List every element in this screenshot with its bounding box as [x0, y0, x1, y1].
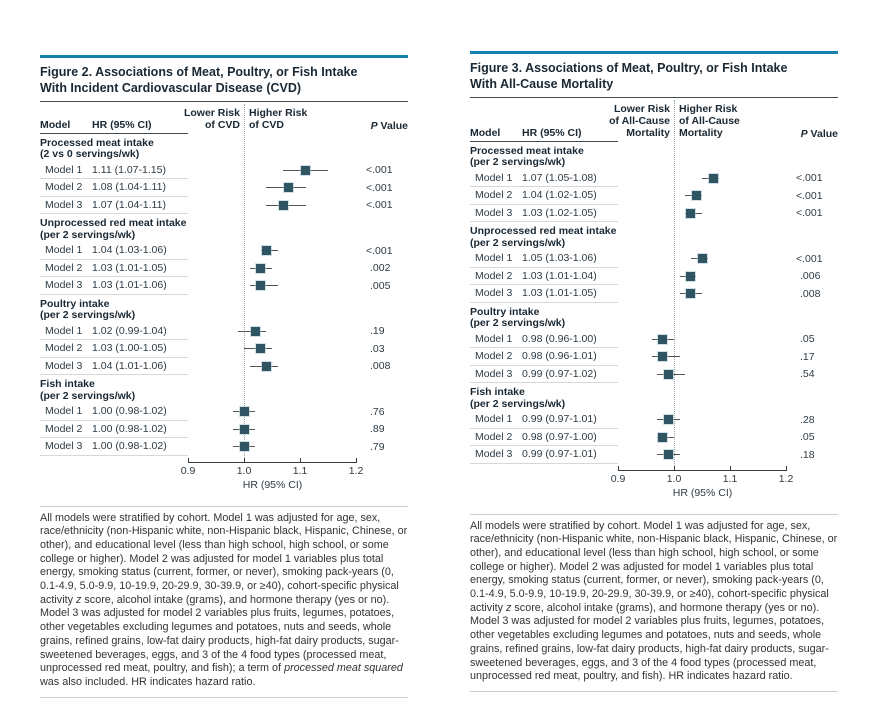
hr-marker [240, 425, 249, 434]
row-text-cell [40, 242, 188, 260]
ci-plot-cell [188, 179, 366, 197]
hr-column-header: HR (95% CI) [522, 126, 582, 139]
x-axis [470, 466, 838, 504]
ci-plot-cell [188, 421, 366, 439]
x-axis-tick [244, 458, 245, 462]
model-label: Model 2 [475, 350, 513, 363]
lower-risk-label [609, 104, 670, 140]
row-text-cell [470, 250, 618, 268]
hr-ci-value: 0.98 (0.96-1.01) [522, 350, 597, 363]
model-label: Model 2 [45, 181, 83, 194]
hr-marker [658, 335, 667, 344]
p-value: .76 [370, 405, 385, 418]
figure-3-panel [470, 51, 838, 692]
forest-row [470, 187, 838, 205]
row-text-cell [470, 446, 618, 464]
x-axis-tick-label: 0.9 [610, 472, 626, 485]
group-label-line: Poultry intake [470, 305, 540, 318]
figure-3-title [470, 60, 838, 93]
forest-row [40, 179, 408, 197]
higher-risk-label [249, 108, 307, 132]
hr-marker [686, 289, 695, 298]
figure-3-footnote [470, 520, 838, 684]
p-value: .79 [370, 440, 385, 453]
hr-ci-value: 0.99 (0.97-1.01) [522, 448, 597, 461]
model-label: Model 1 [45, 244, 83, 257]
p-value-column-header [366, 120, 408, 134]
hr-marker [256, 281, 265, 290]
hr-ci-value: 1.00 (0.98-1.02) [92, 422, 167, 435]
risk-label-line: Mortality [626, 126, 670, 139]
p-value: .89 [370, 423, 385, 436]
x-axis-line [618, 470, 787, 471]
footnote-text: All models were stratified by cohort. Model 1 was adjusted for age, sex, race/ethnicity (non-Hispanic white, non-Hispanic black, Hispanic, Chinese, or other), and educational level (less than high school, high school, or some college or higher). Model 2 was adjusted for model 1 variables plus total energy, smoking status (current, former, or never), smoking pack-years (0, 0.1-4.9, 5.0-9.9, 10-19.9, 20-29.9, 30-39.9, or ≥40), cohort-specific physical activity [470, 519, 838, 614]
row-text-cell [470, 429, 618, 447]
forest-row [470, 268, 838, 286]
group-sublabel-line: (per 2 servings/wk) [40, 389, 136, 402]
hr-column-header: HR (95% CI) [92, 118, 152, 131]
forest-row [40, 421, 408, 439]
p-value: <.001 [796, 207, 823, 220]
row-text-cell [470, 348, 618, 366]
p-value: .002 [370, 262, 391, 275]
forest-row [40, 358, 408, 376]
risk-label-line: Mortality [679, 126, 723, 139]
row-text-cell [470, 285, 618, 303]
hr-ci-value: 1.00 (0.98-1.02) [92, 405, 167, 418]
model-label: Model 2 [45, 422, 83, 435]
hr-ci-value: 1.03 (1.01-1.05) [92, 261, 167, 274]
row-text-cell [470, 268, 618, 286]
x-axis-tick [730, 466, 731, 470]
forest-row [40, 438, 408, 456]
row-text-cell [40, 277, 188, 295]
hr-marker [262, 362, 271, 371]
risk-label-line: of All-Cause [679, 114, 740, 127]
x-axis-tick-label: 1.0 [236, 464, 252, 477]
hr-ci-value: 1.07 (1.05-1.08) [522, 171, 597, 184]
forest-row [40, 260, 408, 278]
model-label: Model 1 [475, 171, 513, 184]
forest-plot-mortality [470, 100, 838, 504]
model-label: Model 2 [45, 342, 83, 355]
hr-marker [709, 174, 718, 183]
ci-plot-cell [618, 331, 796, 349]
figure-2-title [40, 64, 408, 97]
risk-label-line: of All-Cause [609, 114, 670, 127]
p-italic: P [800, 127, 808, 140]
figure-title-line: With Incident Cardiovascular Disease (CVD) [40, 81, 302, 96]
table-header-left [40, 119, 188, 134]
row-text-cell [40, 162, 188, 180]
p-value: .008 [800, 287, 821, 300]
hr-marker [664, 450, 673, 459]
x-axis-tick-label: 1.2 [778, 472, 794, 485]
ci-plot-cell [188, 277, 366, 295]
p-rest: Value [807, 127, 838, 140]
x-axis-tick-label: 1.2 [348, 464, 364, 477]
p-value: .006 [800, 270, 821, 283]
x-axis-label: HR (95% CI) [672, 486, 733, 499]
ci-plot-cell [188, 358, 366, 376]
p-value: .17 [800, 350, 815, 363]
ci-plot-cell [618, 170, 796, 188]
group-label [40, 214, 408, 242]
group-sublabel-line: (per 2 servings/wk) [470, 317, 566, 329]
footnote-text: All models were stratified by cohort. Model 1 was adjusted for age, sex, race/ethnicity (non-Hispanic white, non-Hispanic black, Hispanic, Chinese, or other), and educational level (less than high school, high school, or some college or higher). Model 2 was adjusted for model 1 variables plus total energy, smoking status (current, former, or never), smoking pack-years (0, 0.1-4.9, 5.0-9.9, 10-19.9, 20-29.9, 30-39.9, or ≥40), cohort-specific physical activity [40, 511, 408, 606]
p-value: .18 [800, 448, 815, 461]
risk-label-line: of CVD [249, 118, 284, 131]
forest-row [470, 429, 838, 447]
row-text-cell [470, 187, 618, 205]
model-label: Model 3 [45, 279, 83, 292]
hr-ci-value: 1.03 (1.02-1.05) [522, 206, 597, 219]
p-value: <.001 [796, 189, 823, 202]
ci-plot-cell [618, 285, 796, 303]
model-label: Model 3 [45, 359, 83, 372]
row-text-cell [40, 358, 188, 376]
x-axis-tick [674, 466, 675, 470]
row-text-cell [40, 260, 188, 278]
p-value: .54 [800, 368, 815, 381]
forest-row [470, 446, 838, 464]
hr-marker [284, 183, 293, 192]
hr-marker [279, 201, 288, 210]
p-value: .28 [800, 413, 815, 426]
group-sublabel-line: (per 2 servings/wk) [470, 156, 566, 168]
hr-marker [256, 264, 265, 273]
group-label [40, 375, 408, 403]
x-axis-tick-label: 1.1 [292, 464, 308, 477]
p-value: <.001 [796, 172, 823, 185]
p-value: .008 [370, 360, 391, 373]
model-label: Model 3 [475, 206, 513, 219]
group-sublabel-line: (2 vs 0 servings/wk) [40, 148, 140, 160]
forest-row [40, 277, 408, 295]
hr-ci-value: 1.03 (1.01-1.05) [522, 287, 597, 300]
row-text-cell [40, 403, 188, 421]
ci-plot-cell [188, 403, 366, 421]
forest-row [470, 285, 838, 303]
p-value: .19 [370, 325, 385, 338]
group-label-line: Processed meat intake [470, 144, 584, 157]
title-rule [40, 101, 408, 102]
ci-plot-cell [188, 340, 366, 358]
row-text-cell [40, 179, 188, 197]
x-axis-label: HR (95% CI) [242, 478, 303, 491]
row-text-cell [470, 331, 618, 349]
forest-row [470, 411, 838, 429]
p-value: <.001 [366, 199, 393, 212]
model-label: Model 1 [45, 405, 83, 418]
model-label: Model 1 [475, 252, 513, 265]
row-text-cell [40, 438, 188, 456]
hr-ci-value: 0.98 (0.96-1.00) [522, 332, 597, 345]
group-label-line: Poultry intake [40, 297, 110, 310]
row-text-cell [470, 205, 618, 223]
p-value: <.001 [366, 181, 393, 194]
hr-marker [664, 370, 673, 379]
ci-plot-cell [618, 205, 796, 223]
forest-plot-cvd [40, 104, 408, 496]
hr-ci-value: 1.00 (0.98-1.02) [92, 440, 167, 453]
row-text-cell [40, 323, 188, 341]
forest-rows [470, 142, 838, 464]
hr-marker [251, 327, 260, 336]
x-axis-line [188, 462, 357, 463]
hr-marker [698, 254, 707, 263]
x-axis-tick [618, 466, 619, 470]
group-sublabel-line: (per 2 servings/wk) [470, 397, 566, 410]
table-header-left [470, 127, 618, 142]
model-label: Model 3 [475, 448, 513, 461]
group-label-line: Processed meat intake [40, 136, 154, 149]
ci-plot-cell [618, 366, 796, 384]
group-label-line: Fish intake [470, 386, 525, 398]
model-label: Model 2 [475, 430, 513, 443]
p-value: <.001 [796, 252, 823, 265]
footnote-bottom-rule [40, 697, 408, 698]
forest-row [470, 170, 838, 188]
ci-plot-cell [188, 260, 366, 278]
forest-row [470, 348, 838, 366]
hr-ci-value: 0.99 (0.97-1.01) [522, 413, 597, 426]
row-text-cell [470, 366, 618, 384]
p-value: .05 [800, 333, 815, 346]
hr-marker [256, 344, 265, 353]
column-header-row [470, 100, 838, 142]
footnote-italic-text: z [506, 601, 512, 614]
hr-ci-value: 1.03 (1.01-1.06) [92, 279, 167, 292]
group-label [470, 222, 838, 250]
x-axis [40, 458, 408, 496]
model-label: Model 2 [475, 189, 513, 202]
figure-2-footnote [40, 512, 408, 690]
p-value: .03 [370, 342, 385, 355]
forest-row [470, 205, 838, 223]
p-rest: Value [377, 119, 408, 132]
group-label [470, 383, 838, 411]
model-label: Model 1 [475, 413, 513, 426]
footnote-italic-text: z [76, 593, 82, 606]
hr-marker [658, 352, 667, 361]
row-text-cell [470, 170, 618, 188]
ci-plot-cell [188, 323, 366, 341]
p-value: .05 [800, 431, 815, 444]
group-label-line: Fish intake [40, 378, 95, 390]
model-label: Model 2 [475, 269, 513, 282]
hr-marker [240, 407, 249, 416]
ci-plot-cell [618, 187, 796, 205]
row-text-cell [40, 421, 188, 439]
hr-ci-value: 0.98 (0.97-1.00) [522, 430, 597, 443]
title-rule [470, 97, 838, 98]
forest-row [40, 242, 408, 260]
hr-ci-value: 1.05 (1.03-1.06) [522, 252, 597, 265]
forest-row [40, 162, 408, 180]
model-label: Model 3 [475, 287, 513, 300]
footnote-italic-text: processed meat squared [284, 662, 403, 675]
hr-ci-value: 0.99 (0.97-1.02) [522, 367, 597, 380]
footnote-top-rule [40, 506, 408, 507]
p-value: <.001 [366, 244, 393, 257]
ci-plot-cell [618, 250, 796, 268]
ci-plot-cell [188, 242, 366, 260]
ci-plot-cell [618, 446, 796, 464]
row-text-cell [40, 197, 188, 215]
hr-ci-value: 1.03 (1.01-1.04) [522, 269, 597, 282]
risk-label-line: Lower Risk [613, 102, 670, 115]
row-text-cell [470, 411, 618, 429]
hr-ci-value: 1.11 (1.07-1.15) [92, 163, 166, 176]
risk-label-line: Higher Risk [249, 106, 308, 119]
model-label: Model 1 [45, 163, 83, 176]
hr-marker [686, 272, 695, 281]
hr-marker [262, 246, 271, 255]
row-text-cell [40, 340, 188, 358]
ci-plot-cell [188, 438, 366, 456]
column-header-row [40, 104, 408, 134]
accent-bar [470, 51, 838, 54]
footnote-top-rule [470, 514, 838, 515]
forest-row [40, 197, 408, 215]
forest-row [470, 331, 838, 349]
hr-ci-value: 1.08 (1.04-1.11) [92, 181, 166, 194]
higher-risk-label [679, 104, 740, 140]
risk-direction-header [183, 104, 366, 134]
p-value: <.001 [366, 164, 393, 177]
x-axis-tick [356, 458, 357, 462]
footnote-text: score, alcohol intake (grams), and hormone therapy (yes or no). Model 3 was adjusted for model 2 variables plus fruits, legumes, potatoes, other vegetables excluding legumes and potatoes, nuts and seeds, whole grains, refined grains, low-fat dairy products, high-fat dairy products, sugar-sweetened beverages, eggs, and 3 of the 4 food types (processed meat, unprocessed red meat, poultry, and fish); a term of [40, 593, 399, 675]
x-axis-tick-label: 0.9 [180, 464, 196, 477]
x-axis-tick-label: 1.1 [722, 472, 738, 485]
group-sublabel-line: (per 2 servings/wk) [470, 236, 566, 249]
p-value-column-header [796, 128, 838, 142]
model-label: Model 2 [45, 261, 83, 274]
figure-2-panel [40, 55, 408, 698]
x-axis-tick [188, 458, 189, 462]
figure-title-line: Figure 2. Associations of Meat, Poultry, or Fish Intake [40, 65, 358, 79]
risk-label-line: Higher Risk [679, 102, 738, 115]
hr-marker [301, 166, 310, 175]
hr-marker [686, 209, 695, 218]
forest-row [470, 366, 838, 384]
ci-plot-cell [618, 411, 796, 429]
hr-ci-value: 1.04 (1.03-1.06) [92, 244, 167, 257]
group-label-line: Unprocessed red meat intake [40, 217, 187, 229]
x-axis-tick-label: 1.0 [666, 472, 682, 485]
model-column-header: Model [40, 118, 71, 131]
risk-label-line: of CVD [205, 118, 240, 131]
group-label [40, 134, 408, 162]
model-label: Model 3 [475, 367, 513, 380]
group-label [40, 295, 408, 323]
group-label-line: Unprocessed red meat intake [470, 225, 617, 237]
footnote-text: was also included. HR indicates hazard ratio. [40, 675, 256, 688]
x-axis-tick [300, 458, 301, 462]
group-sublabel-line: (per 2 servings/wk) [40, 228, 136, 241]
forest-row [40, 340, 408, 358]
hr-ci-value: 1.04 (1.01-1.06) [92, 359, 167, 372]
forest-row [40, 323, 408, 341]
ci-plot-cell [188, 197, 366, 215]
ci-plot-cell [188, 162, 366, 180]
footnote-text: score, alcohol intake (grams), and hormone therapy (yes or no). Model 3 was adjusted for model 2 variables plus fruits, legumes, potatoes, other vegetables excluding legumes and potatoes, nuts and seeds, whole grains, refined grains, low-fat dairy products, high-fat dairy products, sugar-sweetened beverages, eggs, and 3 of the 4 food types (processed meat, unprocessed red meat, poultry, and fish). HR indicates hazard ratio. [470, 601, 829, 683]
ci-plot-cell [618, 348, 796, 366]
group-label [470, 303, 838, 331]
x-axis-tick [786, 466, 787, 470]
group-label [470, 142, 838, 170]
forest-row [470, 250, 838, 268]
group-sublabel-line: (per 2 servings/wk) [40, 309, 136, 321]
p-italic: P [370, 119, 378, 132]
hr-marker [664, 415, 673, 424]
hr-ci-value: 1.03 (1.00-1.05) [92, 342, 167, 355]
figure-title-line: Figure 3. Associations of Meat, Poultry, or Fish Intake [470, 61, 788, 75]
accent-bar [40, 55, 408, 58]
model-label: Model 1 [45, 324, 83, 337]
ci-plot-cell [618, 268, 796, 286]
model-label: Model 1 [475, 332, 513, 345]
model-column-header: Model [470, 126, 501, 139]
ci-plot-cell [618, 429, 796, 447]
model-label: Model 3 [45, 198, 83, 211]
footnote-bottom-rule [470, 691, 838, 692]
forest-rows [40, 134, 408, 456]
model-label: Model 3 [45, 440, 83, 453]
hr-marker [658, 433, 667, 442]
risk-direction-header [609, 100, 796, 142]
hr-ci-value: 1.02 (0.99-1.04) [92, 324, 167, 337]
hr-marker [692, 191, 701, 200]
hr-ci-value: 1.04 (1.02-1.05) [522, 189, 597, 202]
risk-label-line: Lower Risk [183, 106, 240, 119]
p-value: .005 [370, 279, 391, 292]
figure-title-line: With All-Cause Mortality [470, 77, 614, 92]
forest-row [40, 403, 408, 421]
hr-marker [240, 442, 249, 451]
lower-risk-label [184, 108, 240, 132]
hr-ci-value: 1.07 (1.04-1.11) [92, 198, 166, 211]
